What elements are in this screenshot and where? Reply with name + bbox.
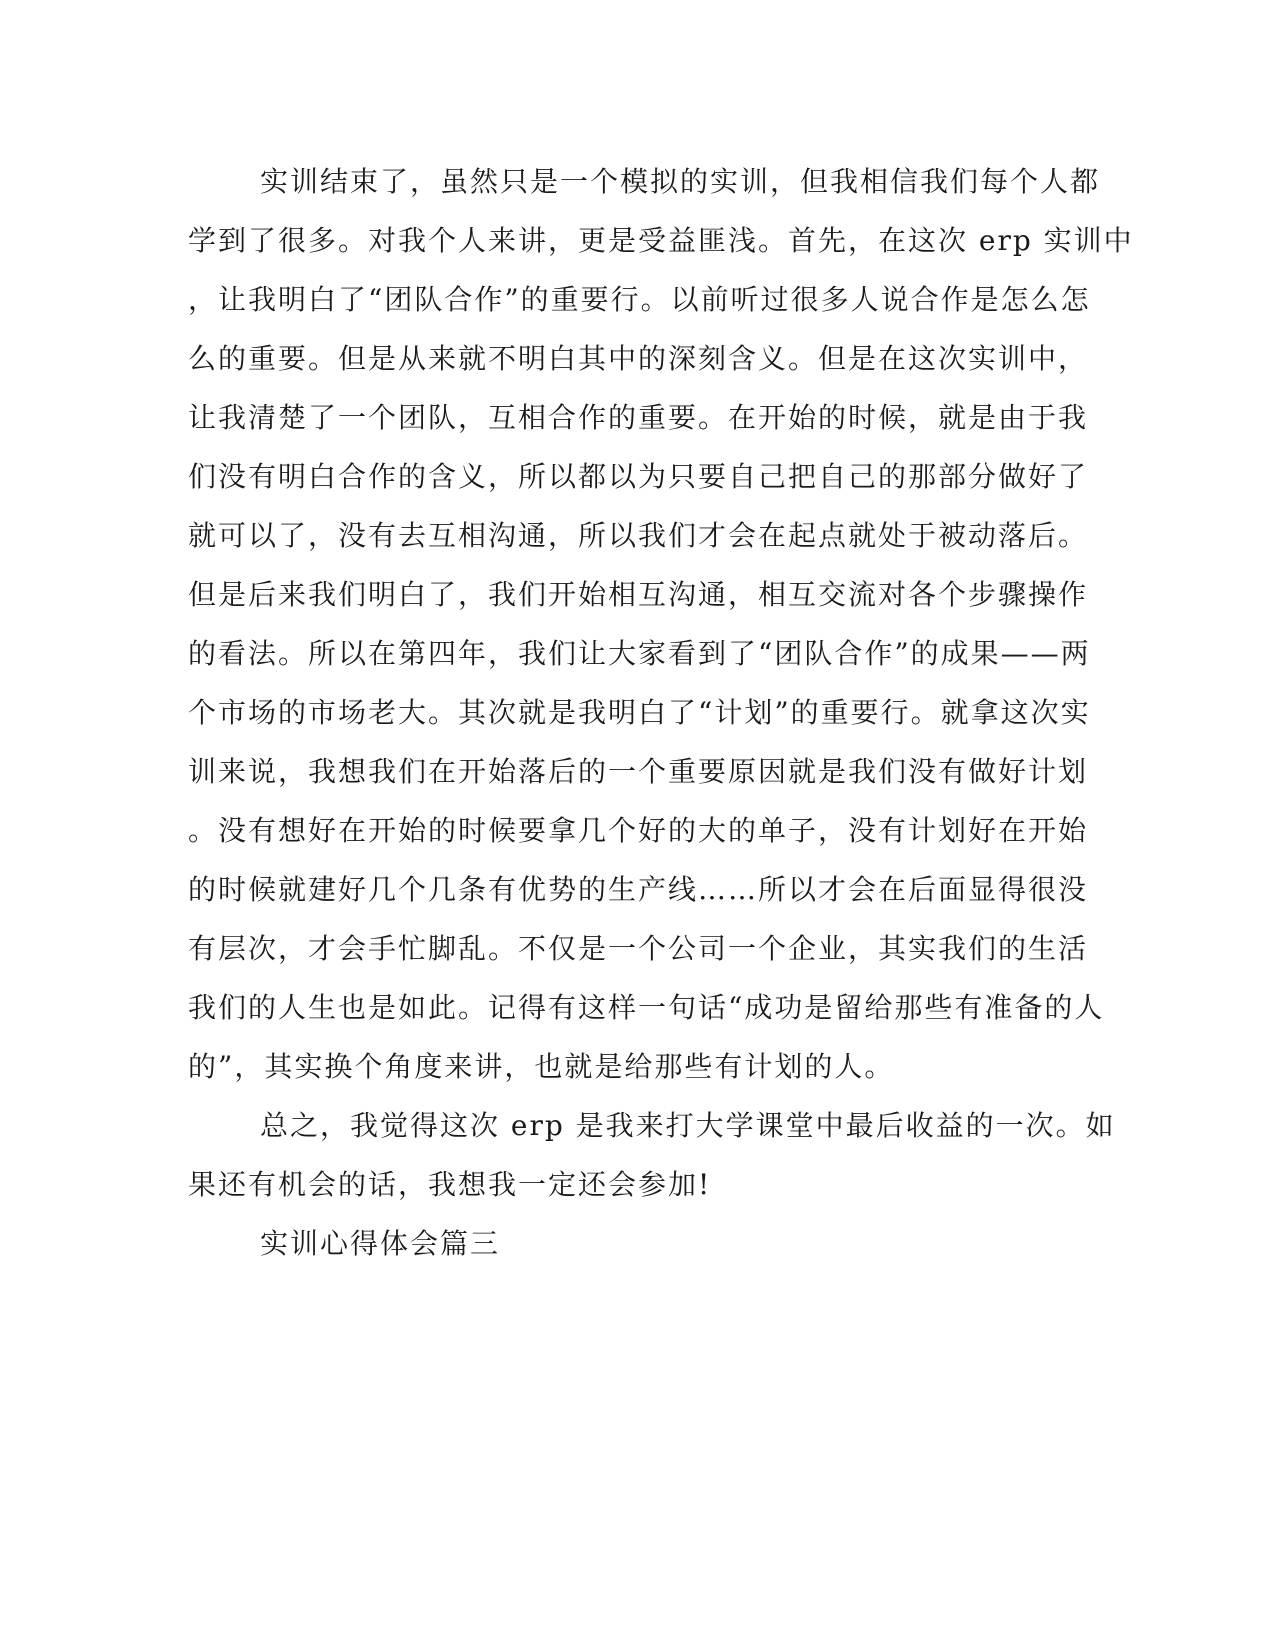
paragraph-line: 但是后来我们明白了，我们开始相互沟通，相互交流对各个步骤操作	[188, 578, 1089, 611]
paragraph-line: 们没有明白合作的含义，所以都以为只要自己把自己的那部分做好了	[188, 460, 1089, 493]
paragraph-line: 个市场的市场老大。其次就是我明白了“计划”的重要行。就拿这次实	[188, 696, 1091, 729]
paragraph-line: 就可以了，没有去互相沟通，所以我们才会在起点就处于被动落后。	[188, 519, 1089, 552]
paragraph-line: 的”，其实换个角度来讲，也就是给那些有计划的人。	[188, 1050, 895, 1083]
paragraph-line: 我们的人生也是如此。记得有这样一句话“成功是留给那些有准备的人	[188, 991, 1105, 1024]
paragraph-line: 实训结束了，虽然只是一个模拟的实训，但我相信我们每个人都	[260, 165, 1101, 198]
paragraph-line: 的时候就建好几个几条有优势的生产线……所以才会在后面显得很没	[188, 873, 1089, 906]
paragraph-line: 总之，我觉得这次 erp 是我来打大学课堂中最后收益的一次。如	[260, 1109, 1116, 1142]
paragraph-line: 的看法。所以在第四年，我们让大家看到了“团队合作”的成果——两	[188, 637, 1091, 670]
paragraph-line: 。没有想好在开始的时候要拿几个好的大的单子，没有计划好在开始	[188, 814, 1089, 847]
paragraph-line: 果还有机会的话，我想我一定还会参加!	[188, 1168, 712, 1201]
paragraph-line: 有层次，才会手忙脚乱。不仅是一个公司一个企业，其实我们的生活	[188, 932, 1089, 965]
paragraph-line: 么的重要。但是从来就不明白其中的深刻含义。但是在这次实训中，	[188, 342, 1089, 375]
paragraph-line: ，让我明白了“团队合作”的重要行。以前听过很多人说合作是怎么怎	[188, 283, 1091, 316]
paragraph-line: 学到了很多。对我个人来讲，更是受益匪浅。首先，在这次 erp 实训中	[188, 224, 1134, 257]
paragraph-line: 让我清楚了一个团队，互相合作的重要。在开始的时候，就是由于我	[188, 401, 1089, 434]
section-heading: 实训心得体会篇三	[260, 1227, 501, 1260]
paragraph-line: 训来说，我想我们在开始落后的一个重要原因就是我们没有做好计划	[188, 755, 1089, 788]
